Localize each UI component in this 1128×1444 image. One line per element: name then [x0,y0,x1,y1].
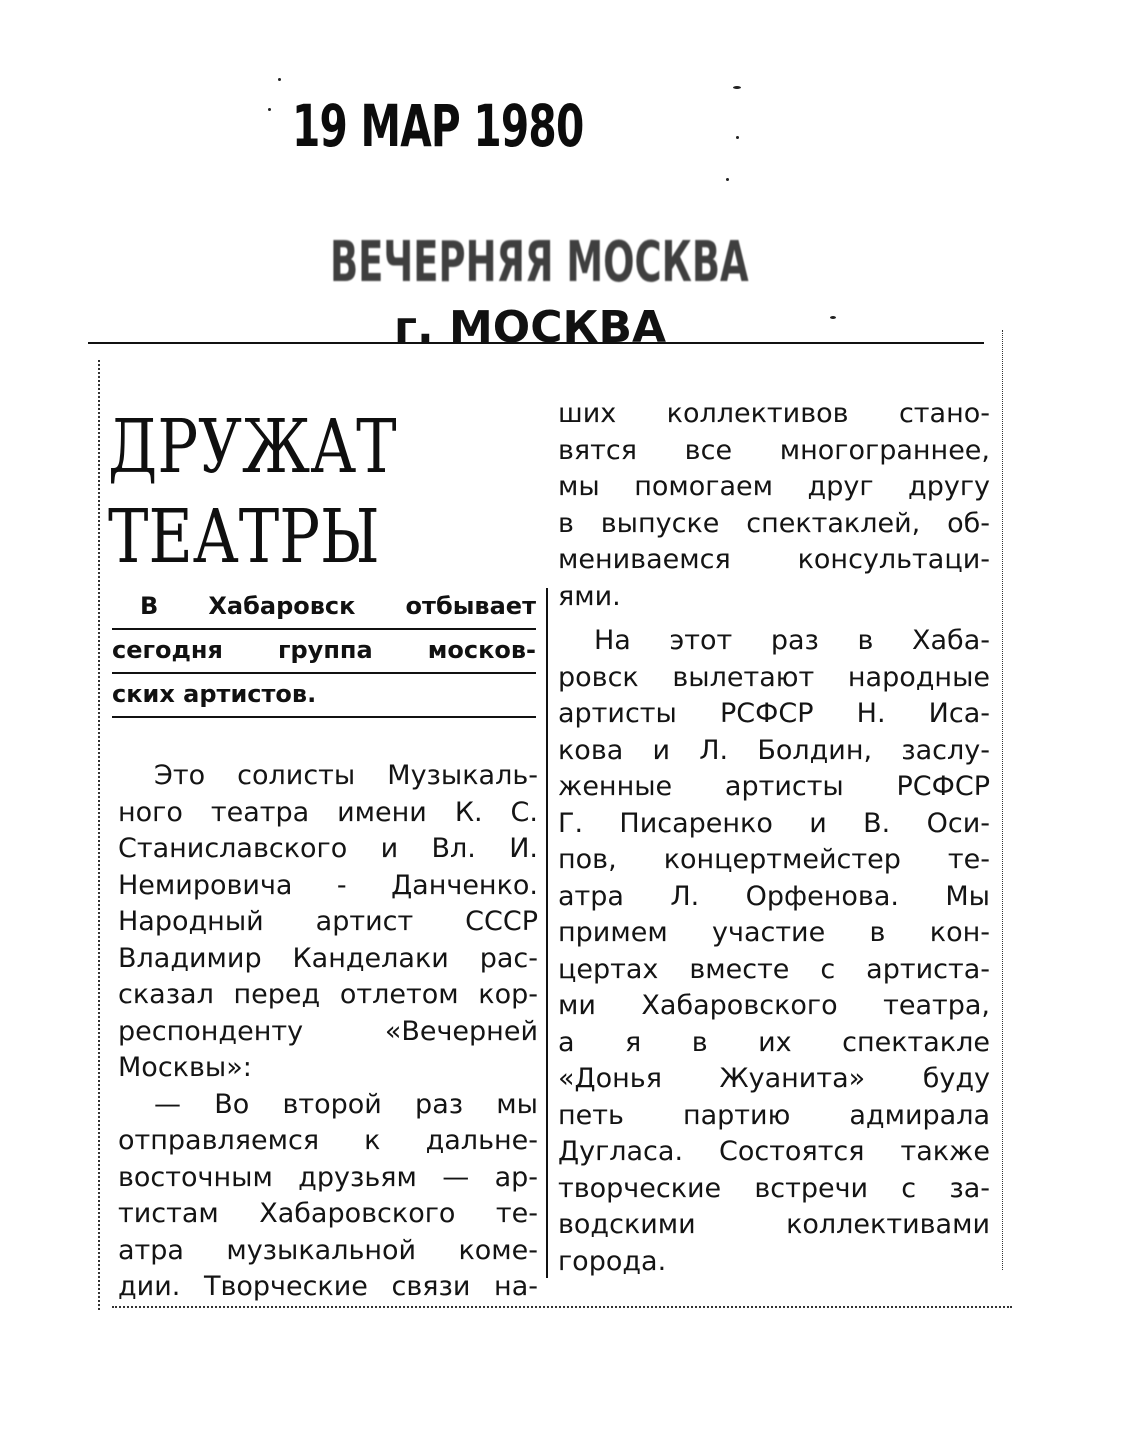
text-line: Владимир Канделаки рас- [118,942,538,974]
text-line: цертах вместе с артиста- [558,953,990,985]
scan-speck [733,86,741,89]
lead-line: ских артистов. [112,674,536,718]
text-line: вятся все многограннее, [558,434,990,466]
text-line: водскими коллективами [558,1209,990,1240]
text-line: города. [558,1245,667,1277]
clipping-right-edge [1002,330,1003,1270]
text-line: а я в их спектакле [558,1026,990,1058]
text-line: творческие встречи с за- [558,1172,990,1204]
column-separator [546,588,548,1278]
text-line: Немировича - Данченко. [118,869,538,901]
scan-speck [726,178,729,181]
text-line: артисты РСФСР Н. Иса- [558,698,990,729]
clipping-left-edge [98,360,100,1310]
text-line: восточным друзьям — ар- [118,1161,538,1193]
scan-speck [268,108,271,111]
text-line: — Во второй раз мы [154,1088,538,1120]
text-line: мы помогаем друг другу [558,471,990,502]
lead-line: В Хабаровск отбывает [112,586,536,630]
scan-speck [830,316,836,319]
text-line: Это солисты Музыкаль- [154,760,538,791]
text-line: женные артисты РСФСР [558,771,990,802]
text-line: сказал перед отлетом кор- [118,979,538,1010]
article-lead [112,586,536,718]
text-line: ровск вылетают народные [558,661,990,693]
text-line: отправляемся к дальне- [118,1125,538,1156]
text-line: тистам Хабаровского те- [118,1198,538,1229]
headline-line: ДРУЖАТ [108,404,397,490]
text-line: «Донья Жуанита» буду [558,1063,990,1094]
stamp-date: 19 МАР 1980 [292,92,584,160]
text-line: Народный артист СССР [118,906,538,937]
text-line: Г. Писаренко и В. Оси- [558,807,990,839]
text-line: ших коллективов стано- [558,398,990,429]
article-body-left-column [118,758,538,1306]
text-line: Дугласа. Состоятся также [558,1136,990,1167]
scan-speck [736,136,739,139]
article-headline [108,402,452,582]
text-line: в выпуске спектаклей, об- [558,507,990,539]
text-line: пов, концертмейстер те- [558,844,990,875]
lead-line: сегодня группа москов- [112,630,536,674]
text-line: На этот раз в Хаба- [594,625,990,656]
text-line: примем участие в кон- [558,917,990,948]
stamp-underline [88,342,984,344]
text-line: кова и Л. Болдин, заслу- [558,734,990,766]
text-line: атра Л. Орфенова. Мы [558,880,990,912]
clipping-bottom-edge [112,1306,1012,1308]
text-line: ного театра имени К. С. [118,796,538,828]
text-line: мениваемся консультаци- [558,544,990,575]
text-line: Москвы»: [118,1052,252,1083]
scan-speck [278,78,281,81]
text-line: Станиславского и Вл. И. [118,833,538,864]
stamp-newspaper-name: ВЕЧЕРНЯЯ МОСКВА [330,230,749,295]
headline-line: ТЕАТРЫ [108,494,380,580]
text-line: петь партию адмирала [558,1099,990,1131]
stamp-city: г. МОСКВА [394,302,667,353]
text-line: ми Хабаровского театра, [558,990,990,1021]
text-line: атра музыкальной коме- [118,1234,538,1266]
text-line: ями. [558,580,621,612]
text-line: дии. Творческие связи на- [118,1271,538,1302]
text-line: респонденту «Вечерней [118,1015,538,1047]
article-body-right-column [558,396,990,1280]
